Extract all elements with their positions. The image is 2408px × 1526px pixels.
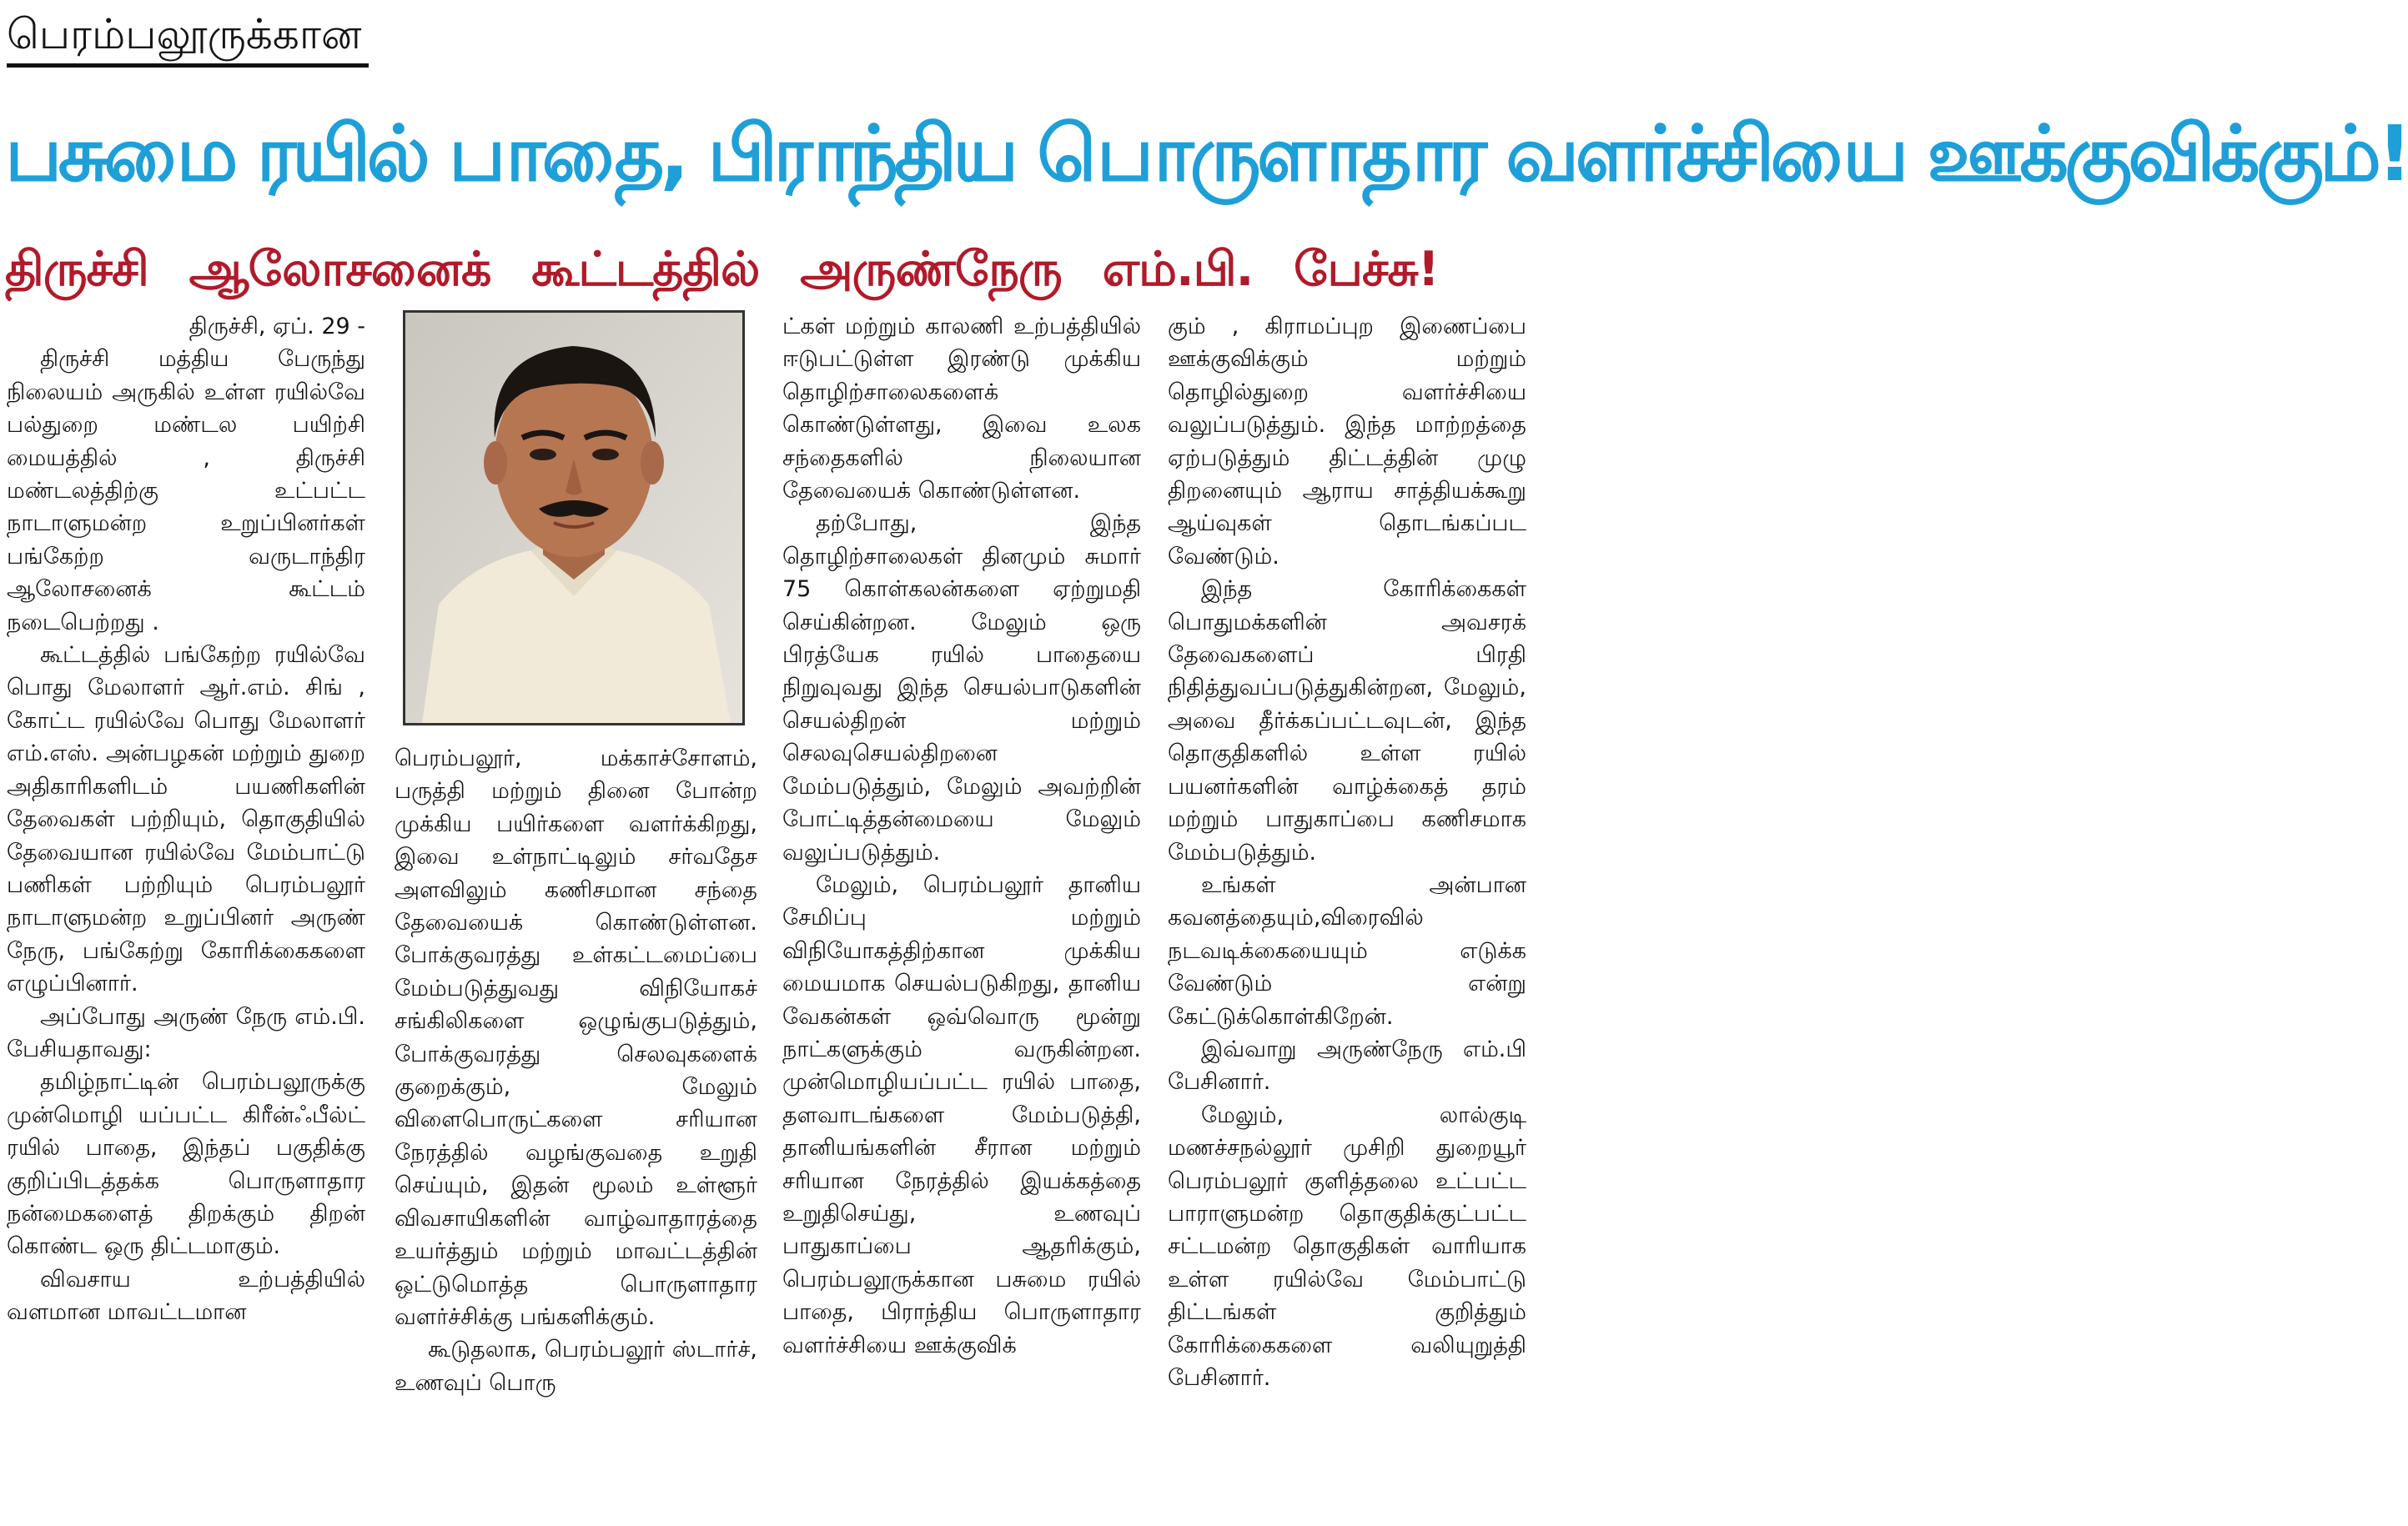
paragraph: கூட்டத்தில் பங்கேற்ற ரயில்வே பொது மேலாளர் ஆர்.எம். சிங் , கோட்ட ரயில்வே பொது மேலாளர் எம்.எஸ். அன்பழகன் மற்றும் துறை அதிகாரிகளிடம் பயணிகளின் தேவைகள் பற்றியும், தொகுதியில் தேவையான ரயில்வே மேம்பாட்டு பணிகள் பற்றியும் பெரம்பலூர் நாடாளுமன்ற உறுப்பினர் அருண் நேரு, பங்கேற்று கோரிக்கைகளை எழுப்பினார். [7, 642, 365, 997]
paragraph: மேலும், பெரம்பலூர் தானிய சேமிப்பு மற்றும் விநியோகத்திற்கான முக்கிய மையமாக செயல்படுகிறது, தானிய வேகன்கள் ஒவ்வொரு மூன்று நாட்களுக்கும் வருகின்றன. முன்மொழியப்பட்ட ரயில் பாதை, தளவாடங்களை மேம்படுத்தி, தானியங்களின் சீரான மற்றும் சரியான நேரத்தில் இயக்கத்தை உறுதிசெய்து, உணவுப் பாதுகாப்பை ஆதரிக்கும், பெரம்பலூருக்கான பசுமை ரயில் பாதை, பிராந்திய பொருளாதார வளர்ச்சியை ஊக்குவிக் [782, 871, 1141, 1358]
paragraph: விவசாய உற்பத்தியில் வளமான மாவட்டமான [7, 1266, 365, 1326]
article-column-2 [395, 742, 757, 1522]
portrait-photo [403, 310, 745, 725]
paragraph: அப்போது அருண் நேரு எம்.பி. பேசியதாவது: [7, 1003, 365, 1062]
paragraph: தமிழ்நாட்டின் பெரம்பலூருக்கு முன்மொழி யப்பட்ட கிரீன்ஃபீல்ட் ரயில் பாதை, இந்தப் பகுதிக்கு குறிப்பிடத்தக்க பொருளாதார நன்மைகளைத் திறக்கும் திறன் கொண்ட ஒரு திட்டமாகும். [7, 1069, 365, 1260]
paragraph: தற்போது, இந்த தொழிற்சாலைகள் தினமும் சுமார் 75 கொள்கலன்களை ஏற்றுமதி செய்கின்றன. மேலும் ஒரு பிரத்யேக ரயில் பாதையை நிறுவுவது இந்த செயல்பாடுகளின் செயல்திறன் மற்றும் செலவுசெயல்திறனை மேம்படுத்தும், மேலும் அவற்றின் போட்டித்தன்மையை மேலும் வலுப்படுத்தும். [782, 510, 1141, 866]
article-column-1 [7, 310, 365, 1523]
paragraph: மேலும், லால்குடி மணச்சநல்லூர் முசிறி துறையூர் பெரம்பலூர் குளித்தலை உட்பட்ட பாராளுமன்ற தொகுதிக்குட்பட்ட சட்டமன்ற தொகுதிகள் வாரியாக உள்ள ரயில்வே மேம்பாட்டு திட்டங்கள் குறித்தும் கோரிக்கைகளை வலியுறுத்தி பேசினார். [1168, 1102, 1526, 1391]
paragraph: திருச்சி மத்திய பேருந்து நிலையம் அருகில் உள்ள ரயில்வே பல்துறை மண்டல பயிற்சி மையத்தில் , திருச்சி மண்டலத்திற்கு உட்பட்ட நாடாளுமன்ற உறுப்பினர்கள் பங்கேற்ற வருடாந்திர ஆலோசனைக் கூட்டம் நடைபெற்றது . [7, 346, 365, 635]
kicker: பெரம்பலூருக்கான [7, 5, 369, 68]
article-column-4 [1168, 310, 1526, 1523]
paragraph: கூடுதலாக, பெரம்பலூர் ஸ்டார்ச், உணவுப் பொரு [395, 1337, 757, 1396]
subheadline: திருச்சி ஆலோசனைக் கூட்டத்தில் அருண்நேரு எம்.பி. பேச்சு! [5, 242, 1439, 297]
paragraph: கும் , கிராமப்புற இணைப்பை ஊக்குவிக்கும் மற்றும் தொழில்துறை வளர்ச்சியை வலுப்படுத்தும். இந்த மாற்றத்தை ஏற்படுத்தும் திட்டத்தின் முழு திறனையும் ஆராய சாத்தியக்கூறு ஆய்வுகள் தொடங்கப்பட வேண்டும். [1168, 314, 1526, 570]
paragraph: உங்கள் அன்பான கவனத்தையும்,விரைவில் நடவடிக்கையையும் எடுக்க வேண்டும் என்று கேட்டுக்கொள்கிறேன். [1168, 871, 1526, 1030]
portrait-icon [405, 313, 742, 723]
paragraph: இந்த கோரிக்கைகள் பொதுமக்களின் அவசரக் தேவைகளைப் பிரதி நிதித்துவப்படுத்துகின்றன, மேலும், அவை தீர்க்கப்பட்டவுடன், இந்த தொகுதிகளில் உள்ள ரயில் பயனர்களின் வாழ்க்கைத் தரம் மற்றும் பாதுகாப்பை கணிசமாக மேம்படுத்தும். [1168, 576, 1526, 866]
dateline: திருச்சி, ஏப். 29 - [189, 314, 365, 339]
paragraph: இவ்வாறு அருண்நேரு எம்.பி பேசினார். [1168, 1036, 1526, 1096]
paragraph: ட்கள் மற்றும் காலணி உற்பத்தியில் ஈடுபட்டுள்ள இரண்டு முக்கிய தொழிற்சாலைகளைக் கொண்டுள்ளது, இவை உலக சந்தைகளில் நிலையான தேவையைக் கொண்டுள்ளன. [782, 314, 1141, 504]
headline: பசுமை ரயில் பாதை, பிராந்திய பொருளாதார வளர்ச்சியை ஊக்குவிக்கும்! [5, 109, 2408, 198]
article-column-3 [782, 310, 1141, 1523]
paragraph: பெரம்பலூர், மக்காச்சோளம், பருத்தி மற்றும் தினை போன்ற முக்கிய பயிர்களை வளர்க்கிறது, இவை உள்நாட்டிலும் சர்வதேச அளவிலும் கணிசமான சந்தை தேவையைக் கொண்டுள்ளன. போக்குவரத்து உள்கட்டமைப்பை மேம்படுத்துவது விநியோகச் சங்கிலிகளை ஒழுங்குபடுத்தும், போக்குவரத்து செலவுகளைக் குறைக்கும், மேலும் விளைபொருட்களை சரியான நேரத்தில் வழங்குவதை உறுதி செய்யும், இதன் மூலம் உள்ளூர் விவசாயிகளின் வாழ்வாதாரத்தை உயர்த்தும் மற்றும் மாவட்டத்தின் ஒட்டுமொத்த பொருளாதார வளர்ச்சிக்கு பங்களிக்கும். [395, 745, 757, 1330]
